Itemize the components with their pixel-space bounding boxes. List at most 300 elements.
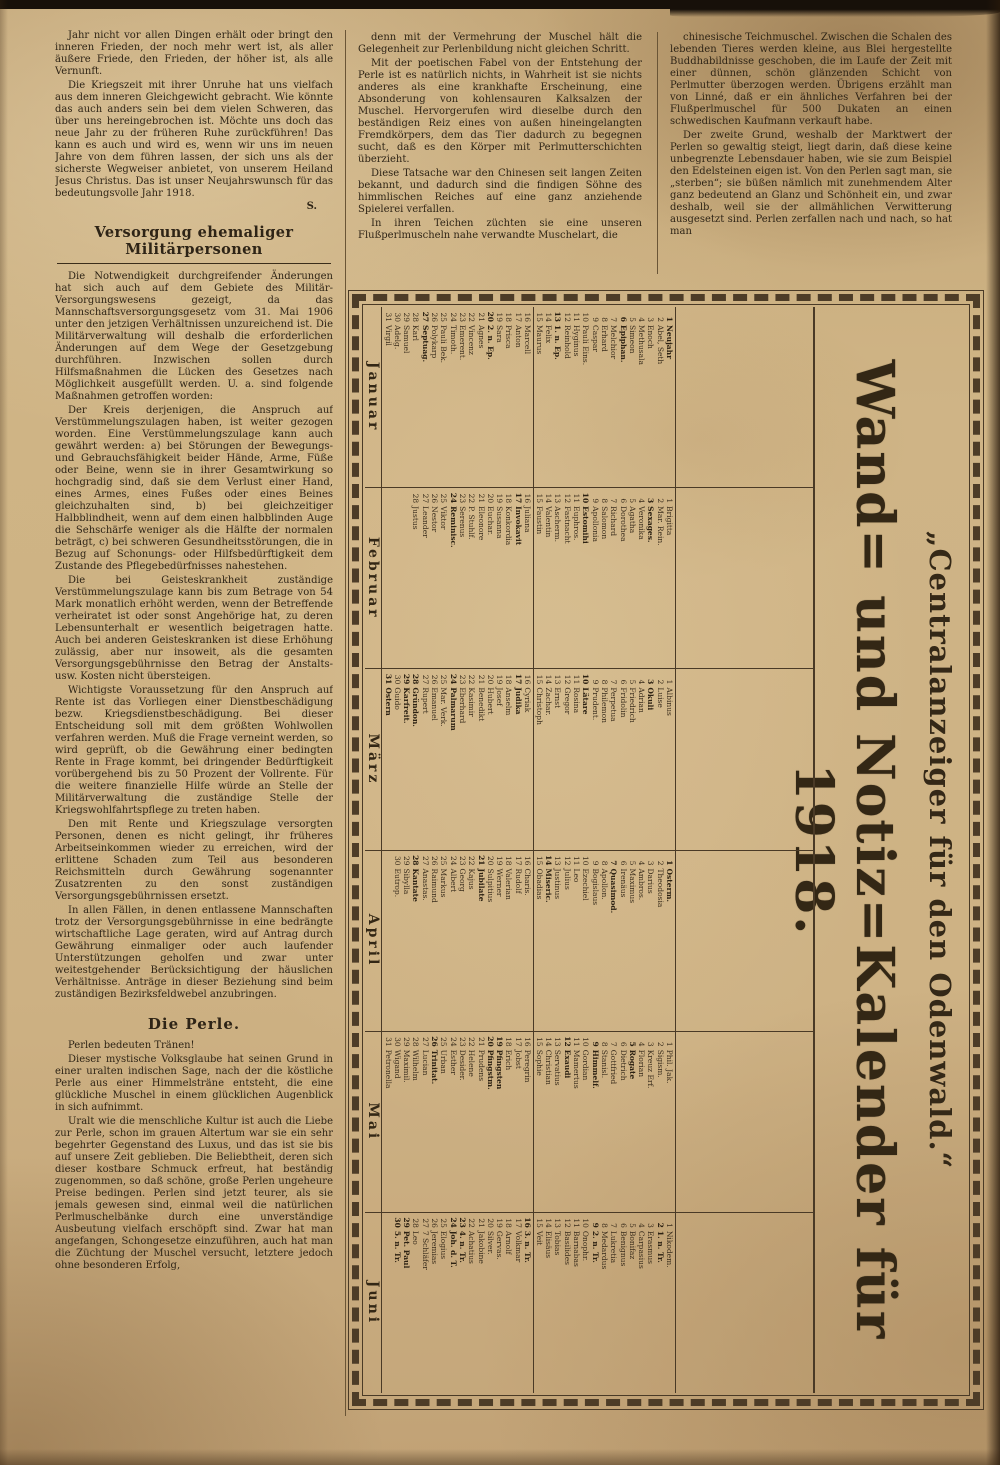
calendar-day xyxy=(637,672,646,846)
calendar-day xyxy=(430,854,439,1028)
calendar-day-number: 20 xyxy=(485,1036,495,1047)
paragraph: Die Notwendigkeit durchgreifender Änderungen hat sich auch auf dem Gebiete des Militär-Versorgungswesens gezeigt, da das Mannschaftsversorgungsgesetz vom 31. Mai 1906 unter den jetzigen Verhältnissen unzureichend ist. Die Militärverwaltung will deshalb die erforderlichen Änderungen auf dem Wege der Gesetzgebung durchführen. Inzwischen sollen durch Hilfsmaßnahmen die Lücken des Gesetzes nach Möglichkeit ausgefüllt werden. U. a. sind folgende Maßnahmen getroffen worden: xyxy=(55,270,333,402)
calendar-day-name: Rosina xyxy=(572,687,582,714)
calendar-day xyxy=(553,310,562,484)
calendar-day-name: Philemon xyxy=(599,687,609,723)
calendar-day xyxy=(402,310,411,484)
calendar-day-name: Pauli Bek. xyxy=(439,325,449,364)
calendar-day-name: Luise xyxy=(655,687,665,708)
calendar-day xyxy=(411,491,420,665)
calendar-day-name: Phil. Jak. xyxy=(665,1049,674,1084)
calendar-day-number: 6 xyxy=(618,1041,628,1047)
calendar-day xyxy=(665,854,674,1028)
calendar-day-number: 23 xyxy=(457,493,467,504)
calendar-day-name: Onophr. xyxy=(581,1230,591,1262)
calendar-day-name: Cyriak xyxy=(523,687,532,713)
calendar-day-name: Judika xyxy=(513,687,523,715)
calendar-day-number: 7 xyxy=(609,1041,619,1047)
calendar-day xyxy=(393,310,402,484)
calendar-day-name: Epiphan. xyxy=(618,325,628,363)
month-notes-area xyxy=(675,669,813,849)
calendar-day-number: 22 xyxy=(467,312,477,322)
calendar-day-number: 8 xyxy=(599,317,609,322)
calendar-day-name: Carpasius xyxy=(637,1230,647,1269)
calendar-day-number: 22 xyxy=(467,493,477,504)
calendar-day xyxy=(646,1035,655,1209)
article-body-versorgung xyxy=(55,271,333,1001)
month-days-first-half xyxy=(533,851,675,1031)
article-column-middle xyxy=(358,32,642,280)
calendar-day-number: 4 xyxy=(637,1041,647,1047)
calendar-day xyxy=(393,854,402,1028)
calendar-kicker: „Centralanzeiger für den Odenwald.“ xyxy=(923,530,957,1170)
calendar-day-name: Bonifaz xyxy=(627,1230,637,1260)
calendar-day-name: Christian xyxy=(544,1049,554,1085)
month-label: Mai xyxy=(365,1102,381,1142)
calendar-day-number: 16 xyxy=(523,493,532,504)
calendar-day-name: Sibylla xyxy=(402,868,412,895)
paragraph: Die Kriegszeit mit ihrer Unruhe hat uns vielfach aus dem inneren Gleichgewicht gebracht. Wie könnte das auch anders sein bei dem vielen Schweren, das über uns hereingebrochen ist. Möchte uns doch das neue Jahr zu der früheren Ruhe zurückführen! Das kann es auch und wird es, wenn wir uns im neuen Jahre von dem führen lassen, der sich uns als der sicherste Wegweiser anbietet, von unserem Heiland Jesus Christus. Das ist unser Neujahrswunsch für das bedeutungsvolle Jahr 1918. xyxy=(55,80,333,199)
calendar-day-number: 1 xyxy=(665,1041,674,1047)
calendar-day-number: 7 xyxy=(609,1223,619,1228)
calendar-day-number: 25 xyxy=(439,1218,449,1228)
article-body-right xyxy=(670,32,952,238)
calendar-day xyxy=(439,1216,448,1390)
calendar-day xyxy=(581,310,590,484)
calendar-day-number: 8 xyxy=(599,498,609,504)
calendar-day-number: 7 xyxy=(609,317,619,322)
calendar-day xyxy=(618,1035,627,1209)
calendar-day-name: Mamertus xyxy=(572,1049,582,1089)
calendar-day-name: Erhard xyxy=(599,325,609,352)
calendar-day-name: Emanuel xyxy=(430,687,440,721)
calendar-day-name: Gordian xyxy=(581,1049,591,1081)
calendar-day-name: 7 Schläfer xyxy=(420,1230,430,1270)
calendar-day xyxy=(590,1035,599,1209)
calendar-day-name: 3. n. Tr. xyxy=(523,1230,532,1263)
calendar-day xyxy=(504,491,513,665)
month-label: Januar xyxy=(365,361,381,433)
calendar-day-number: 17 xyxy=(513,1218,523,1228)
calendar-day-number: 19 xyxy=(495,674,505,685)
calendar-day xyxy=(486,310,495,484)
calendar-day-number: 19 xyxy=(495,493,505,504)
calendar-day xyxy=(600,310,609,484)
calendar-day xyxy=(590,672,599,846)
calendar-day xyxy=(655,1216,664,1390)
calendar-day-name: Richard xyxy=(609,506,619,537)
calendar-day-number: 11 xyxy=(572,1218,582,1228)
calendar-day-name: Apollon. xyxy=(599,868,609,900)
paragraph: In ihren Teichen züchten sie eine unseren Flußperlmuscheln nahe verwandte Muschelart, die xyxy=(358,218,642,241)
calendar-day xyxy=(600,491,609,665)
calendar-day-name: Susanna xyxy=(495,506,505,539)
calendar-day-name: Friedrich xyxy=(627,687,637,723)
calendar-day-number: 21 xyxy=(476,493,486,504)
calendar-day xyxy=(402,1035,411,1209)
calendar-day-name: Irenäus xyxy=(618,868,628,898)
calendar-day xyxy=(618,854,627,1028)
calendar-day xyxy=(655,854,664,1028)
scan-edge-bottom xyxy=(0,1449,1000,1465)
calendar-day xyxy=(609,854,618,1028)
calendar-day-number: 14 xyxy=(544,674,554,685)
calendar-day-name: Hyginus xyxy=(572,325,582,357)
calendar-day-name: Simeon xyxy=(627,325,637,354)
calendar-day-number: 13 xyxy=(553,493,563,504)
calendar-day-name: Helene xyxy=(467,1049,477,1077)
calendar-day xyxy=(544,1035,553,1209)
calendar-day-number: 15 xyxy=(534,493,544,504)
article-column-right xyxy=(670,32,952,276)
calendar-day-number: 25 xyxy=(439,674,449,685)
calendar-day-number: 22 xyxy=(467,855,477,866)
calendar-day-name: Darius xyxy=(646,868,656,894)
calendar-day-number: 23 xyxy=(457,1217,467,1228)
calendar-day-name: Urban xyxy=(439,1049,449,1074)
calendar-day-number: 6 xyxy=(618,679,628,685)
calendar-day-name: 1. n. Tr. xyxy=(655,1230,665,1263)
calendar-day-number: 31 xyxy=(383,312,393,322)
calendar-day xyxy=(420,1216,429,1390)
calendar-day xyxy=(535,854,544,1028)
calendar-day-number: 19 xyxy=(495,1218,505,1228)
calendar-day-number: 27 xyxy=(420,1037,430,1047)
calendar-day xyxy=(655,1035,664,1209)
calendar-day-number: 16 xyxy=(523,855,532,866)
calendar-day-number: 20 xyxy=(485,674,495,685)
calendar-day xyxy=(504,1035,513,1209)
calendar-day-number: 15 xyxy=(534,674,544,685)
calendar-day-number: 5 xyxy=(627,679,637,685)
calendar-day xyxy=(467,854,476,1028)
calendar-day-number: 2 xyxy=(655,860,665,866)
calendar-day-name: Medardus xyxy=(599,1230,609,1270)
paragraph: Uralt wie die menschliche Kultur ist auch die Liebe zur Perle, schon im grauen Altertum war sie ein sehr begehrter Gegenstand des Luxus, und das ist sie bis auf unsere Zeit geblieben. Die Beliebtheit, deren sich dieser kostbare Schmuck erfreut, hat beständig zugenommen, so daß schöne, große Perlen ungeheure Preise bedingen. Perlen sind jetzt teurer, als sie jemals gewesen sind, einmal weil die natürlichen Perlmuschelbänke durch eine unverständige Ausbeutung vielfach erschöpft sind. Zwar hat man angefangen, Schongesetze einzuführen, auch hat man die Züchtung der Muschel versucht, letztere jedoch ohne besonderen Erfolg, xyxy=(55,1115,333,1271)
calendar-day-number: 23 xyxy=(457,1037,467,1047)
calendar-day xyxy=(665,672,674,846)
calendar-day xyxy=(430,672,439,846)
calendar-day xyxy=(637,491,646,665)
calendar-day xyxy=(420,491,429,665)
calendar-day-number: 8 xyxy=(599,1223,609,1228)
paragraph: Dieser mystische Volksglaube hat seinen Grund in einer uralten indischen Sage, nach der die köstliche Perle aus einer Himmelsträne entsteht, die eine glückliche Muschel in einem glücklichen Augenblick in sich aufnimmt. xyxy=(55,1053,333,1113)
calendar-day-name: Okuli xyxy=(646,687,656,711)
calendar-day xyxy=(535,1035,544,1209)
calendar-day-name: Maurus xyxy=(534,325,544,355)
calendar-day-number: 30 xyxy=(392,1217,402,1228)
calendar-day-name: Hubert xyxy=(485,687,495,715)
calendar-day-name: Guido xyxy=(392,687,402,710)
calendar-day-name: Jeremias xyxy=(430,1230,440,1265)
calendar-day-name: Werner xyxy=(495,868,505,897)
calendar-day-name: Kasimir xyxy=(467,687,477,717)
calendar-day-number: 3 xyxy=(646,1223,656,1228)
paragraph: Mit der poetischen Fabel von der Entstehung der Perle ist es natürlich nichts, in Wahrheit ist sie nichts anderes als eine krankhafte Erscheinung, eine Absonderung von kohlensauren Kalksalzen der Muschel. Hervorgerufen wird dieselbe durch den beständigen Reiz eines von außen hineingelangten Fremdkörpers, dem das Tier dadurch zu begegnen sucht, daß es den Körper mit Perlmutterschichten überzieht. xyxy=(358,58,642,165)
calendar-day xyxy=(628,310,637,484)
calendar-day-name: Wilhelm xyxy=(411,1049,421,1081)
calendar-day-name: Wigand xyxy=(392,1049,402,1079)
article-heading-die-perle: Die Perle. xyxy=(147,1014,241,1033)
calendar-day-number: 27 xyxy=(420,855,430,866)
calendar-day xyxy=(448,310,457,484)
calendar-day-number: 12 xyxy=(562,312,572,322)
calendar-day xyxy=(572,1035,581,1209)
calendar-day-number: 22 xyxy=(467,674,477,685)
calendar-day-name: Jubilate xyxy=(476,868,486,902)
calendar-day-name: Eberhard xyxy=(457,687,467,724)
calendar-day-number: 28 xyxy=(411,493,421,504)
calendar-day xyxy=(609,1216,618,1390)
calendar-day-name: Dietrich xyxy=(618,1049,628,1081)
calendar-day xyxy=(562,854,571,1028)
calendar-day xyxy=(600,1216,609,1390)
calendar-day xyxy=(393,1216,402,1390)
calendar-day-number: 3 xyxy=(646,1041,656,1047)
calendar-day-number: 20 xyxy=(485,493,495,504)
calendar-day-name: Methusala xyxy=(637,325,647,365)
calendar-day-number: 1 xyxy=(665,679,674,685)
calendar-day xyxy=(609,310,618,484)
calendar-day-name: Palmarum xyxy=(448,687,458,731)
paragraph: Die bei Geisteskrankheit zuständige Verstümmelungszulage kann bis zum Betrage von 54 Mark monatlich erhöht werden, wenn der Betreffende verheiratet ist oder sonst Angehörige hat, zu deren Lebensunterhalt er wesentlich beigetragen hatte. Auch bei anderen Geisteskranken ist diese Erhöhung zulässig, aber nur insoweit, als die gesamten Versorgungsgebührnisse den Betrag der Anstalts- usw. Kosten nicht übersteigen. xyxy=(55,574,333,682)
calendar-day-number: 14 xyxy=(544,493,554,504)
month-days-first-half xyxy=(533,307,675,487)
calendar-day xyxy=(646,310,655,484)
calendar-day-number: 3 xyxy=(646,317,656,322)
calendar-day-name: Eleonore xyxy=(476,506,486,541)
calendar-day-name: 4. n. Tr. xyxy=(457,1230,467,1263)
calendar-day-number: 2 xyxy=(655,1041,665,1047)
calendar-day-name: Servatius xyxy=(553,1049,563,1086)
calendar-day xyxy=(486,491,495,665)
calendar-day-number: 5 xyxy=(627,1223,637,1228)
calendar-day-number: 26 xyxy=(430,855,440,866)
calendar-day-name: Polykarp xyxy=(430,325,440,359)
calendar-day-name: Markus xyxy=(439,868,449,898)
calendar-day-number: 24 xyxy=(448,312,458,322)
calendar-day xyxy=(448,672,457,846)
calendar-day xyxy=(618,672,627,846)
calendar-day xyxy=(609,672,618,846)
calendar-day-number: 10 xyxy=(581,673,591,685)
calendar-day xyxy=(393,672,402,846)
calendar-day-number: 27 xyxy=(420,493,430,504)
calendar-day xyxy=(458,1035,467,1209)
calendar-day xyxy=(553,854,562,1028)
month-days-second-half xyxy=(381,1032,533,1212)
calendar-day-name: Pfingstm. xyxy=(485,1049,495,1090)
calendar-day-number: 26 xyxy=(430,674,440,685)
calendar-day xyxy=(637,1216,646,1390)
article-signature: S. xyxy=(306,201,317,212)
calendar-day xyxy=(628,1216,637,1390)
calendar-day-number: 20 xyxy=(485,1218,495,1228)
calendar-day-number: 13 xyxy=(553,674,563,685)
calendar-day-name: Konkordia xyxy=(504,506,514,546)
calendar-day-number: 24 xyxy=(448,492,458,504)
calendar-day xyxy=(581,491,590,665)
calendar-day xyxy=(544,854,553,1028)
calendar-day-number: 1 xyxy=(665,860,674,866)
month-days-first-half xyxy=(533,488,675,668)
calendar-day-name: Georg xyxy=(457,868,467,892)
calendar-day xyxy=(495,1216,504,1390)
calendar-day xyxy=(581,854,590,1028)
calendar-day-name: P. Stuhlf. xyxy=(467,506,477,540)
calendar-day-number: 17 xyxy=(513,673,523,685)
calendar-day xyxy=(655,310,664,484)
calendar-day xyxy=(562,310,571,484)
calendar-day xyxy=(411,1035,420,1209)
calendar-day xyxy=(467,672,476,846)
calendar-day-number: 11 xyxy=(572,1037,582,1047)
calendar-day xyxy=(504,854,513,1028)
calendar-day-number: 17 xyxy=(513,492,523,504)
calendar-day-name: Agnes xyxy=(476,325,486,349)
calendar-day-name: Quasimod. xyxy=(609,868,619,914)
calendar-day-number: 22 xyxy=(467,1218,477,1228)
calendar-day-name: Sexages. xyxy=(646,506,656,543)
calendar-day-name: 1. n. Ep. xyxy=(553,325,563,360)
calendar-day-number: 29 xyxy=(402,855,412,866)
calendar-day-name: Agatha xyxy=(627,506,637,534)
calendar-day xyxy=(572,491,581,665)
month-label: April xyxy=(365,913,381,968)
calendar-day-number: 18 xyxy=(504,855,514,866)
calendar-day-number: 10 xyxy=(581,855,591,866)
calendar-day-number: 5 xyxy=(627,860,637,866)
calendar-day-number: 16 xyxy=(523,674,532,685)
calendar-day xyxy=(562,672,571,846)
paragraph: Diese Tatsache war den Chinesen seit langen Zeiten bekannt, und dadurch sind die findigen Söhne des himmlischen Reiches auf eine ganz anziehende Spielerei verfallen. xyxy=(358,168,642,215)
calendar-day xyxy=(665,310,674,484)
article-body-middle xyxy=(358,32,642,242)
calendar-day xyxy=(458,1216,467,1390)
calendar-day xyxy=(553,1216,562,1390)
calendar-day-name: Ezechiel xyxy=(581,868,591,901)
calendar-day-name: Trinitat. xyxy=(430,1049,440,1085)
month-block-januar xyxy=(365,307,813,488)
calendar-day-name: Fridolin xyxy=(618,687,628,718)
calendar-day-name: Samuel xyxy=(402,325,412,354)
calendar-day xyxy=(411,1216,420,1390)
calendar-day xyxy=(439,310,448,484)
calendar-day-name: Viktor xyxy=(439,506,449,530)
calendar-day-name: Ascherm. xyxy=(553,506,563,542)
paragraph: In allen Fällen, in denen entlassene Mannschaften trotz der Versorgungsgebührnisse in eine bedrängte wirtschaftliche Lage geraten, wird auf Antrag durch Gewährung einmaliger oder auch laufender Unterstützungen geholfen und zwar unter weitestgehender Berücksichtigung der häuslichen Verhältnisse. Anträge in dieser Beziehung sind beim zuständigen Bezirksfeldwebel anzubringen. xyxy=(55,904,333,1000)
month-label: Juni xyxy=(365,1280,381,1326)
calendar-day-number: 15 xyxy=(534,1037,544,1047)
calendar-day-name: Juliana xyxy=(523,506,532,533)
month-notes-area xyxy=(675,488,813,668)
calendar-day-name: Christoph xyxy=(534,687,544,725)
calendar-day xyxy=(646,854,655,1028)
calendar-day-name: Florian xyxy=(637,1049,647,1078)
calendar-day xyxy=(420,1035,429,1209)
calendar-day-number: 16 xyxy=(523,1037,532,1047)
calendar-day-number: 31 xyxy=(383,673,393,685)
calendar-day-name: Valentin xyxy=(544,506,554,538)
calendar-day-name: Salomon xyxy=(599,506,609,540)
calendar-day xyxy=(646,1216,655,1390)
calendar-day-number: 27 xyxy=(420,311,430,322)
calendar-day-number: 10 xyxy=(581,1037,591,1047)
calendar-day-number: 18 xyxy=(504,312,514,322)
calendar-day xyxy=(448,491,457,665)
calendar-day xyxy=(411,672,420,846)
calendar-day-number: 19 xyxy=(495,312,505,322)
calendar-day-name: Rudolf xyxy=(513,868,523,894)
calendar-day xyxy=(600,672,609,846)
calendar-day xyxy=(448,854,457,1028)
calendar-day-name: Ambros. xyxy=(637,868,647,901)
calendar-day-number: 11 xyxy=(572,493,582,504)
calendar-day xyxy=(458,310,467,484)
calendar-day-name: 5. n. Tr. xyxy=(392,1230,402,1263)
calendar-day xyxy=(655,491,664,665)
calendar-day-name: Gottfried xyxy=(609,1049,619,1085)
calendar-day-number: 3 xyxy=(646,497,656,504)
calendar-day-name: Elogius xyxy=(439,1230,449,1260)
calendar-day-number: 5 xyxy=(627,317,637,322)
calendar-day-name: Exaudi xyxy=(562,1049,572,1079)
article-column-left xyxy=(55,30,333,1422)
calendar-day-number: 15 xyxy=(534,312,544,322)
calendar-day-name: Albinus xyxy=(665,687,674,716)
calendar-day xyxy=(646,672,655,846)
calendar-day xyxy=(486,854,495,1028)
calendar-day-name: Marcell xyxy=(523,325,532,355)
calendar-day-number: 20 xyxy=(485,311,495,322)
calendar-day-number: 30 xyxy=(392,1037,402,1047)
calendar-day-name: Rogate xyxy=(627,1049,637,1080)
calendar-day xyxy=(513,310,522,484)
calendar-day-number: 4 xyxy=(637,679,647,685)
calendar-day xyxy=(581,1216,590,1390)
calendar-day xyxy=(544,1216,553,1390)
month-notes-area xyxy=(675,307,813,487)
calendar-day-name: Neujahr xyxy=(665,325,674,360)
calendar-day-number: 12 xyxy=(562,493,572,504)
calendar-day-number: 17 xyxy=(513,312,523,322)
calendar-day-name: Silver. xyxy=(485,1230,495,1255)
calendar-day-name: Anton xyxy=(513,325,523,348)
calendar-day-name: Barnabas xyxy=(572,1230,582,1267)
calendar-day xyxy=(523,491,532,665)
month-notes-area xyxy=(675,1032,813,1212)
calendar-day-name: Mar. Rein. xyxy=(655,506,665,546)
calendar-day-number: 4 xyxy=(637,498,647,504)
calendar-day xyxy=(439,672,448,846)
calendar-day xyxy=(523,1216,532,1390)
calendar-day-number: 22 xyxy=(467,1037,477,1047)
calendar-day-number: 9 xyxy=(590,679,600,685)
calendar-day-number: 17 xyxy=(513,1037,523,1047)
calendar-day xyxy=(476,672,485,846)
calendar-day xyxy=(665,491,674,665)
calendar-day-number: 30 xyxy=(392,312,402,322)
calendar-day-name: Desider. xyxy=(457,1049,467,1081)
calendar-day xyxy=(458,491,467,665)
calendar-day xyxy=(637,310,646,484)
calendar-day xyxy=(572,310,581,484)
column-rule-left xyxy=(345,30,346,1416)
calendar-day-name: Pfingsten xyxy=(495,1049,505,1090)
calendar-day-number: 26 xyxy=(430,1218,440,1228)
calendar-day-number: 9 xyxy=(590,498,600,504)
calendar-day xyxy=(572,1216,581,1390)
